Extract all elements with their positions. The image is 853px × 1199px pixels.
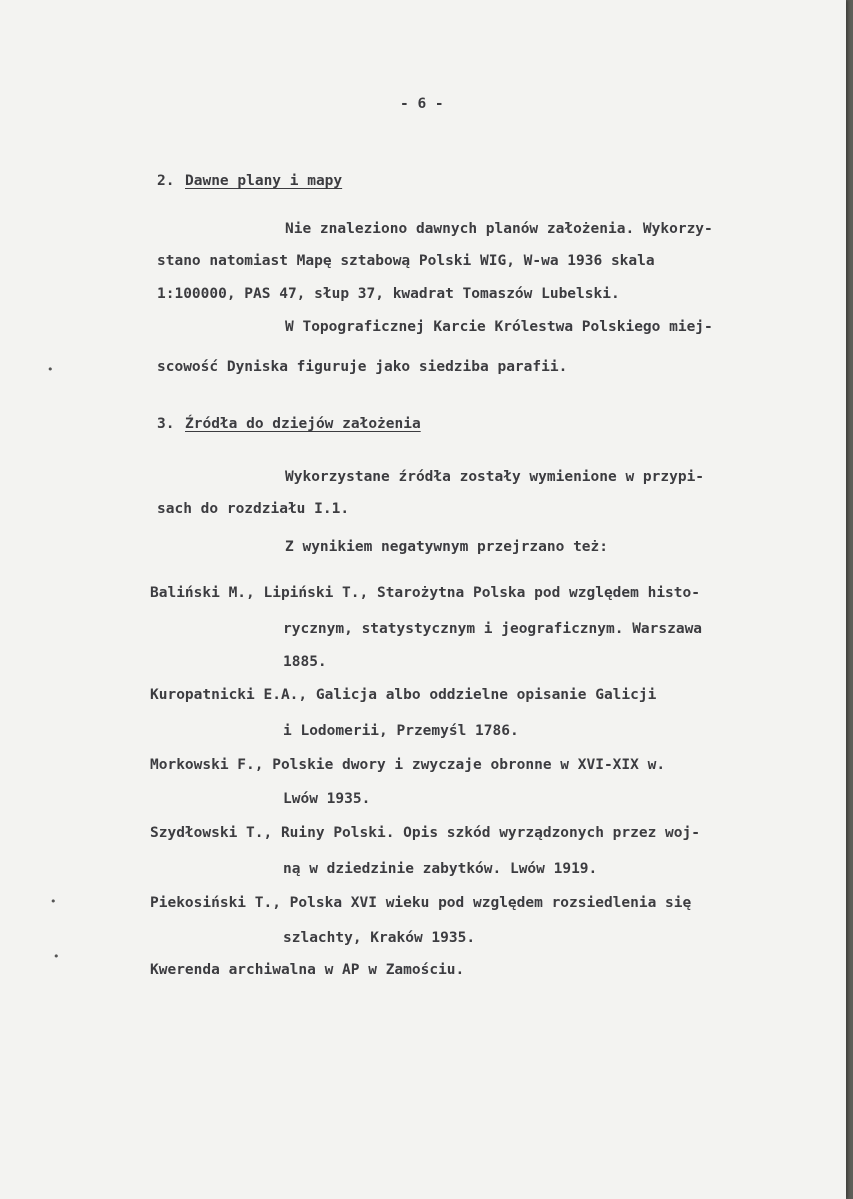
bib-entry-1-cont-1: rycznym, statystycznym i jeograficznym. Warszawa: [283, 621, 703, 637]
bib-entry-4-first: Szydłowski T., Ruiny Polski. Opis szkód wyrządzonych przez woj-: [150, 825, 700, 841]
section-3-number: 3.: [157, 416, 175, 432]
section-3-heading: Źródła do dziejów założenia: [185, 416, 421, 432]
section-2-heading: Dawne plany i mapy: [185, 173, 343, 189]
section-2-number: 2.: [157, 173, 175, 189]
section-2-line-2: stano natomiast Mapę sztabową Polski WIG, W-wa 1936 skala: [157, 253, 655, 269]
bib-entry-5-cont-1: szlachty, Kraków 1935.: [283, 930, 476, 946]
bib-entry-3-first: Morkowski F., Polskie dwory i zwyczaje obronne w XVI-XIX w.: [150, 757, 666, 773]
bib-entry-1-first: Baliński M., Lipiński T., Starożytna Polska pod względem histo-: [150, 585, 700, 601]
section-2-line-4: W Topograficznej Karcie Królestwa Polskiego miej-: [285, 319, 713, 335]
margin-mark: •: [50, 895, 57, 908]
bib-entry-2-cont-1: i Lodomerii, Przemyśl 1786.: [283, 723, 519, 739]
bib-entry-6-first: Kwerenda archiwalna w AP w Zamościu.: [150, 962, 465, 978]
bib-entry-1-cont-2: 1885.: [283, 654, 327, 670]
margin-mark: •: [47, 363, 54, 376]
bib-entry-5-first: Piekosiński T., Polska XVI wieku pod względem rozsiedlenia się: [150, 895, 692, 911]
section-3-line-3: Z wynikiem negatywnym przejrzano też:: [285, 539, 609, 555]
section-2-line-5: scowość Dyniska figuruje jako siedziba parafii.: [157, 359, 568, 375]
bib-entry-3-cont-1: Lwów 1935.: [283, 791, 371, 807]
page-number: - 6 -: [400, 96, 444, 112]
bib-entry-4-cont-1: ną w dziedzinie zabytków. Lwów 1919.: [283, 861, 598, 877]
margin-mark: •: [53, 950, 60, 963]
section-2-line-3: 1:100000, PAS 47, słup 37, kwadrat Tomaszów Lubelski.: [157, 286, 620, 302]
bib-entry-2-first: Kuropatnicki E.A., Galicja albo oddzielne opisanie Galicji: [150, 687, 657, 703]
section-3-line-1: Wykorzystane źródła zostały wymienione w przypi-: [285, 469, 705, 485]
section-3-line-2: sach do rozdziału I.1.: [157, 501, 350, 517]
section-2-line-1: Nie znaleziono dawnych planów założenia. Wykorzy-: [285, 221, 713, 237]
